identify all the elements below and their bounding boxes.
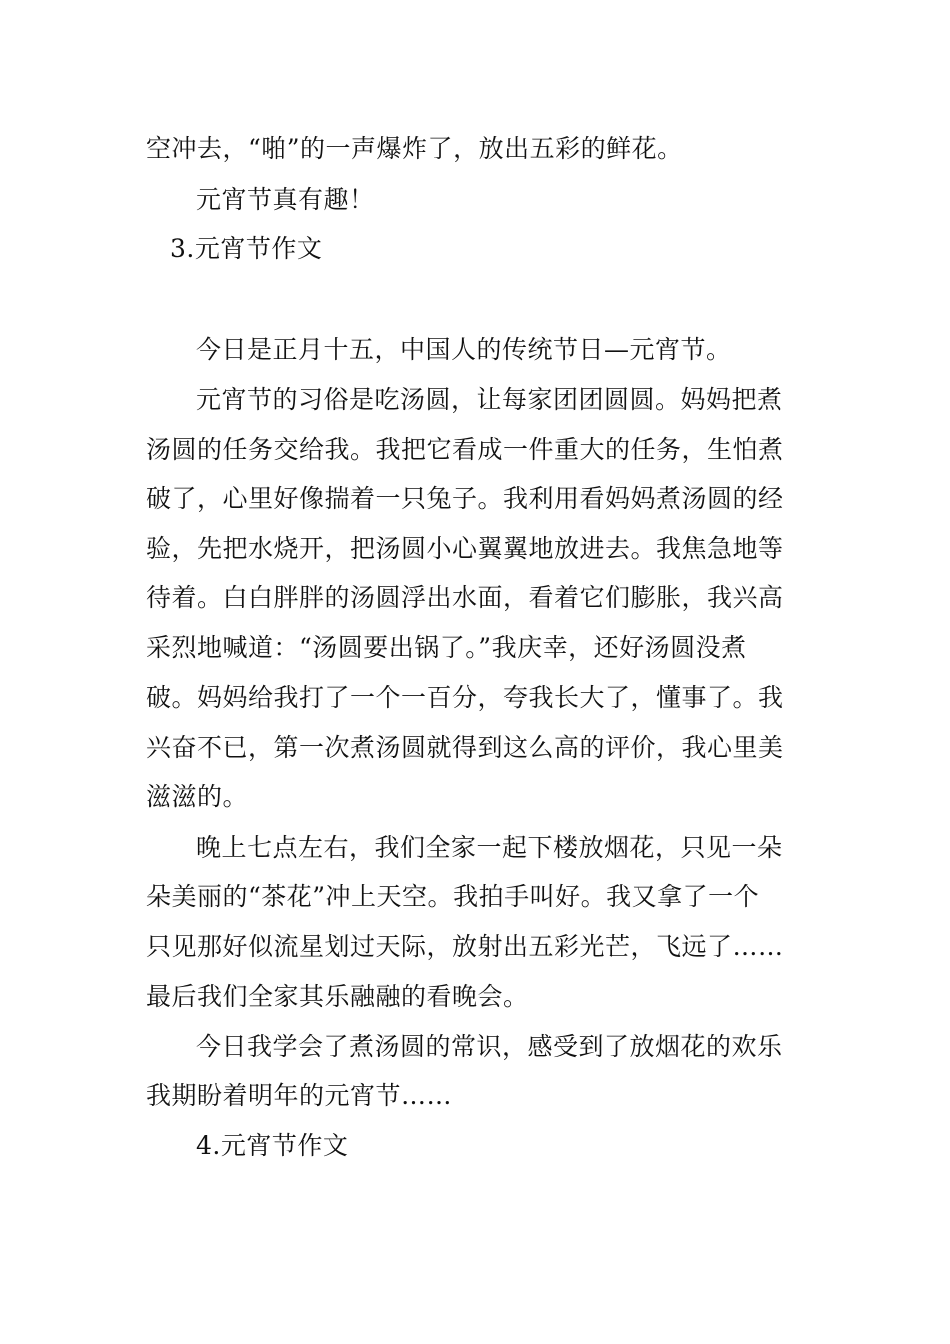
paragraph-2-line-2: 汤圆的任务交给我。我把它看成一件重大的任务，生怕煮 — [146, 435, 784, 464]
paragraph-2-line-9: 滋滋的。 — [146, 782, 249, 811]
paragraph-2-line-8: 兴奋不已，第一次煮汤圆就得到这么高的评价，我心里美 — [146, 733, 784, 762]
paragraph-3-line-4: 最后我们全家其乐融融的看晚会。 — [146, 982, 529, 1011]
paragraph-3-line-2: 朵美丽的“茶花”冲上天空。我拍手叫好。我又拿了一个 — [146, 882, 760, 911]
paragraph-3-line-1: 晚上七点左右，我们全家一起下楼放烟花，只见一朵 — [196, 833, 783, 862]
paragraph-2-line-6: 采烈地喊道：“汤圆要出锅了。”我庆幸，还好汤圆没煮 — [146, 633, 747, 662]
text-line-1: 空冲去，“啪”的一声爆炸了，放出五彩的鲜花。 — [146, 134, 683, 163]
text-line-2: 元宵节真有趣！ — [196, 185, 375, 214]
paragraph-2-line-7: 破。妈妈给我打了一个一百分，夸我长大了，懂事了。我 — [146, 683, 784, 712]
section-heading-3: 3.元宵节作文 — [170, 234, 323, 263]
paragraph-2-line-5: 待着。白白胖胖的汤圆浮出水面，看着它们膨胀，我兴高 — [146, 583, 784, 612]
paragraph-4-line-1: 今日我学会了煮汤圆的常识，感受到了放烟花的欢乐 — [196, 1032, 783, 1061]
paragraph-2-line-1: 元宵节的习俗是吃汤圆，让每家团团圆圆。妈妈把煮 — [196, 385, 783, 414]
paragraph-3-line-3: 只见那好似流星划过天际，放射出五彩光芒，飞远了…… — [146, 932, 784, 961]
paragraph-4-line-2: 我期盼着明年的元宵节…… — [146, 1081, 453, 1110]
paragraph-2-line-4: 验，先把水烧开，把汤圆小心翼翼地放进去。我焦急地等 — [146, 534, 784, 563]
section-heading-4: 4.元宵节作文 — [196, 1131, 349, 1160]
paragraph-2-line-3: 破了，心里好像揣着一只兔子。我利用看妈妈煮汤圆的经 — [146, 484, 784, 513]
paragraph-1-line-1: 今日是正月十五，中国人的传统节日—元宵节。 — [196, 335, 732, 364]
